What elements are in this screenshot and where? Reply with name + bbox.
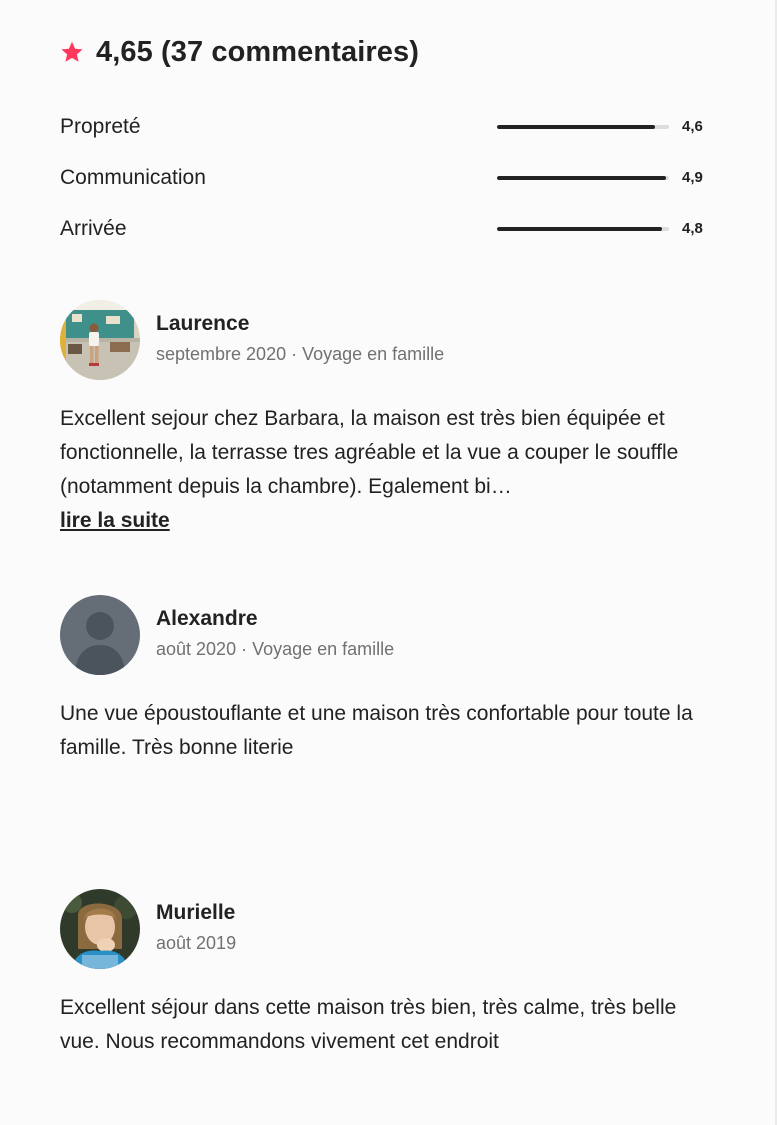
rating-row-cleanliness — [60, 108, 710, 159]
rating-value: 4,6 — [682, 118, 703, 135]
avatar[interactable] — [60, 300, 140, 380]
avatar[interactable] — [60, 889, 140, 969]
reviewer-name[interactable]: Murielle — [156, 901, 236, 924]
rating-label: Communication — [60, 166, 206, 189]
review-header — [60, 595, 710, 677]
overall-rating-text: 4,65 (37 commentaires) — [96, 35, 419, 68]
reviewer-name[interactable]: Alexandre — [156, 607, 258, 630]
review-header — [60, 889, 710, 971]
review-date: août 2020 · Voyage en famille — [156, 639, 395, 659]
rating-bar-fill — [497, 176, 666, 180]
review-item — [60, 300, 710, 538]
rating-row-communication — [60, 159, 710, 210]
rating-label: Propreté — [60, 115, 141, 138]
review-header — [60, 300, 710, 382]
reviewer-name[interactable]: Laurence — [156, 312, 250, 335]
category-ratings — [60, 108, 710, 261]
rating-bar — [497, 227, 669, 231]
review-item — [60, 595, 710, 765]
review-date: août 2019 — [156, 933, 237, 953]
rating-bar — [497, 176, 669, 180]
rating-bar-fill — [497, 125, 655, 129]
rating-bar — [497, 125, 669, 129]
rating-bar-fill — [497, 227, 662, 231]
rating-label: Arrivée — [60, 217, 127, 240]
rating-value: 4,8 — [682, 220, 703, 237]
star-icon — [60, 40, 84, 64]
rating-row-check-in — [60, 210, 710, 261]
review-item — [60, 889, 710, 1059]
review-text: Excellent sejour chez Barbara, la maison est très bien équipée et fonctionnelle, la terrasse tres agréable et la vue a couper le souffle (notamment depuis la chambre). Egalement bi… — [60, 407, 679, 498]
avatar[interactable] — [60, 595, 140, 675]
review-text: Une vue époustouflante et une maison très confortable pour toute la famille. Très bonne literie — [60, 702, 693, 759]
rating-value: 4,9 — [682, 169, 703, 186]
read-more-link[interactable]: lire la suite — [60, 509, 170, 532]
rating-summary — [60, 30, 419, 74]
review-date: septembre 2020 · Voyage en famille — [156, 344, 445, 364]
review-text: Excellent séjour dans cette maison très bien, très calme, très belle vue. Nous recommandons vivement cet endroit — [60, 996, 677, 1053]
